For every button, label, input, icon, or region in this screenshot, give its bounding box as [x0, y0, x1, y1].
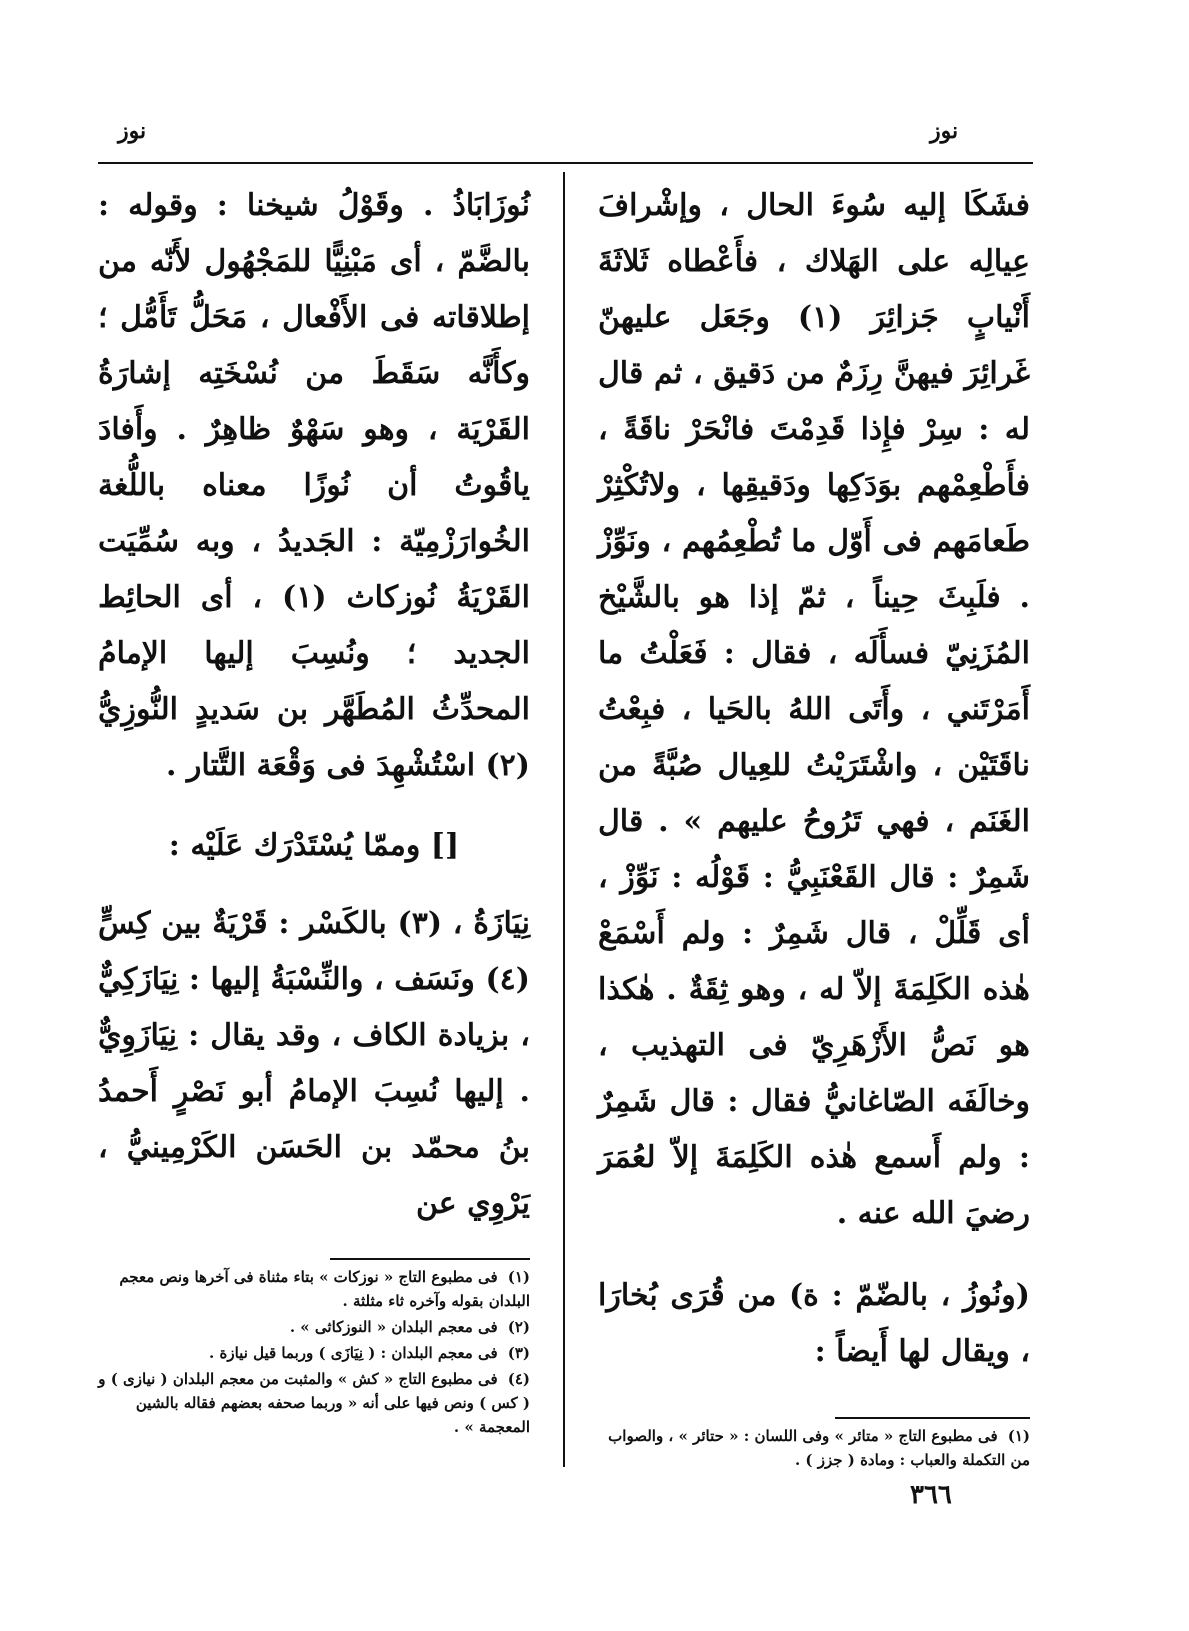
running-header-left: نوز	[118, 118, 147, 144]
footnote-text: فى معجم البلدان : ( نِيَازَى ) وربما قيل نيازة .	[209, 1344, 498, 1362]
footnote-text: فى معجم البلدان « النوزكاثى » .	[289, 1318, 498, 1336]
left-paragraph-1: نُوزَابَاذُ . وقَوْلُ شيخنا : وقوله : بالضَّمّ ، أى مَبْنِيًّا للمَجْهُول لأَنّه من إطلاقاته فى الأَفْعال ، مَحَلُّ تَأَمُّل ؛ وكأَنَّه سَقَطَ من نُسْخَتِه إشارَةُ القَرْيَة ، وهو سَهْوٌ ظاهِرٌ . وأَفادَ ياقُوتُ أن نُوزًا معناه باللُّغة الخُوارَزْمِيّة : الجَديدُ ، وبه سُمِّيَت القَرْيَةُ نُوزكاث (١) ، أى الحائِط الجديد ؛ ونُسِبَ إليها الإمامُ المحدِّثُ المُطَهَّر بن سَديدٍ النُّوزِيُّ (٢) اسْتُشْهِدَ فى وَقْعَة التَّتار .	[98, 188, 530, 783]
section-subheading: [] وممّا يُسْتَدْرَك عَلَيْه :	[168, 828, 460, 863]
left-column	[98, 178, 530, 1232]
footnote	[598, 1424, 1030, 1472]
right-footnotes	[598, 1424, 1030, 1474]
footnote-number: (٣)	[507, 1344, 530, 1362]
left-paragraph-2: نِيَازَةُ ، (٣) بالكَسْر : قَرْيَةٌ بين كِسٍّ (٤) ونَسَف ، والنِّسْبَةُ إليها : نِيَازَكِيٌّ ، بزيادة الكاف ، وقد يقال : نِيَازَوِيٌّ . إليها نُسِبَ الإمامُ أبو نَصْرٍ أَحمدُ بنُ محمّد بن الحَسَن الكَرْمِينيُّ ، يَرْوِي عن	[98, 906, 531, 1221]
footnote	[98, 1265, 530, 1313]
footnote-number: (٤)	[507, 1370, 530, 1388]
footnote-number: (٢)	[507, 1318, 530, 1336]
left-footnotes	[98, 1265, 530, 1441]
footnote-text: فى مطبوع التاج « متائر » وفى اللسان : « حتائر » ، والصواب من التكملة والعباب : ومادة ( جزز ) .	[608, 1427, 1030, 1469]
footnote	[98, 1315, 530, 1339]
right-column	[598, 178, 1030, 1380]
right-paragraph-1: فشَكَا إليه سُوءَ الحال ، وإشْرافَ عِيالِه على الهَلاك ، فأَعْطاه ثَلاثَةَ أَنْيابٍ جَزائِرَ (١) وجَعَل عليهنّ غَرائِرَ فيهنَّ رِزَمٌ من دَقيق ، ثم قال له : سِرْ فإِذا قَدِمْتَ فانْحَرْ ناقَةً ، فأَطْعِمْهم بوَدَكِها ودَقيقِها ، ولاتُكْثِرْ طَعامَهم فى أَوّل ما تُطْعِمُهم ، ونَوِّزْ . فلَبِثَ حِيناً ، ثمّ إذا هو بالشَّيْخ المُزَنِيّ فسأَلَه ، فقال : فَعَلْتُ ما أَمَرْتَني ، وأَتَى اللهُ بالحَيا ، فبِعْتُ ناقَتَيْن ، واشْتَرَيْتُ للعِيال صُبَّةً من الغَنَم ، فهي تَرُوحُ عليهم » . قال شَمِرٌ : قال القَعْنَبِيُّ : قَوْلُه : نَوِّزْ ، أى قَلِّلْ ، قال شَمِرٌ : ولم أَسْمَعْ هٰذه الكَلِمَةَ إلاّ له ، وهو ثِقَةٌ . هٰكذا هو نَصُّ الأَزْهَرِيّ فى التهذيب ، وخالَفَه الصّاغانيُّ فقال : قال شَمِرٌ : ولم أَسمع هٰذه الكَلِمَةَ إلاّ لعُمَرَ رضيَ الله عنه .	[598, 188, 1030, 1231]
footnote-number: (١)	[1007, 1427, 1030, 1445]
footnote	[98, 1341, 530, 1365]
footnote-text: فى مطبوع التاج « نوزكات » بتاء مثناة فى آخرها ونص معجم البلدان بقوله وآخره ثاء مثلثة .	[119, 1268, 530, 1310]
footnote	[98, 1367, 530, 1439]
footnote-rule-left	[330, 1258, 530, 1260]
running-header-right: نوز	[930, 118, 959, 144]
right-paragraph-2: (ونُوزُ ، بالضّمّ : ة) من قُرَى بُخارَا ، ويقال لها أَيضاً :	[598, 1278, 1030, 1369]
footnote-text: فى مطبوع التاج « كش » والمثبت من معجم البلدان ( نيازى ) و ( كس ) ونص فيها على أنه « وربما صحفه بعضهم فقاله بالشين المعجمة » .	[98, 1370, 530, 1436]
column-divider	[563, 172, 565, 1467]
page-number: ٣٦٦	[910, 1480, 952, 1510]
footnote-number: (١)	[507, 1268, 530, 1286]
footnote-rule-right	[835, 1417, 1030, 1419]
header-rule	[98, 162, 1033, 164]
